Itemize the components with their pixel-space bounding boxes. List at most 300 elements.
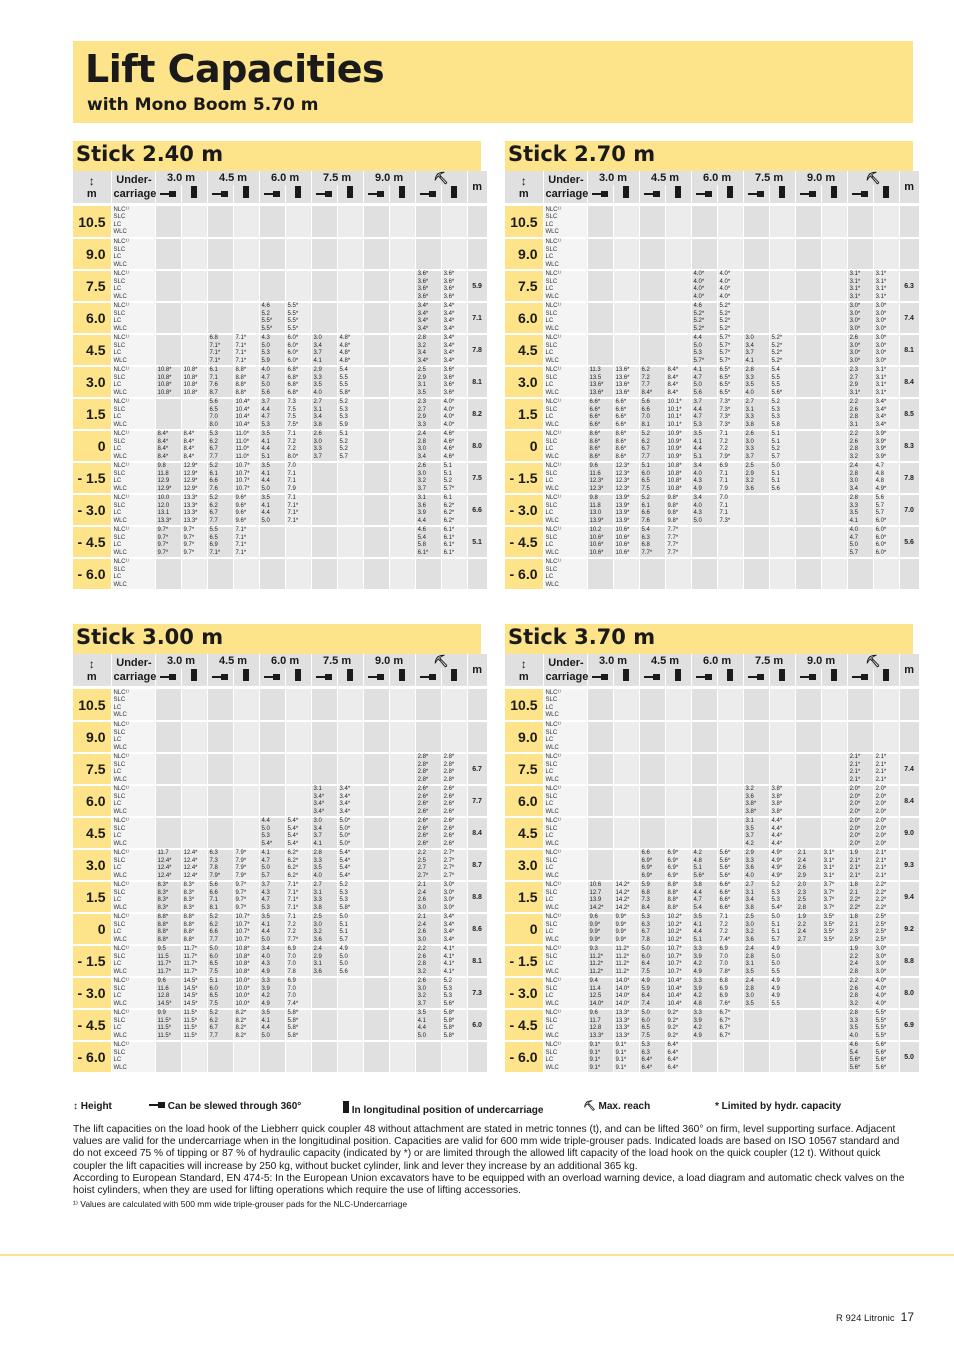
capacity-cell <box>389 206 415 238</box>
capacity-cell <box>821 366 847 398</box>
capacity-cell <box>613 817 639 849</box>
longitudinal-icon <box>883 186 889 198</box>
capacity-cell: 9.2* 9.2* 9.2* 9.2* <box>665 1009 691 1041</box>
capacity-cell <box>363 302 389 334</box>
capacity-cell <box>311 494 337 526</box>
capacity-cell <box>691 238 717 270</box>
capacity-cell <box>389 913 415 945</box>
capacity-cell <box>587 334 613 366</box>
capacity-cell: 5.7* 5.7* 5.7* 5.7* <box>717 334 743 366</box>
capacity-cell: 5.0 6.0 6.5 7.5 <box>639 1009 665 1041</box>
radius-header: 3.0 m <box>587 654 639 668</box>
undercarriage-classes: NLC¹⁾ SLC LC WLC <box>543 881 587 913</box>
slew-icon <box>264 190 280 198</box>
capacity-cell <box>639 238 665 270</box>
capacity-cell: 2.7* 2.7* 2.7* 2.7* <box>441 849 467 881</box>
capacity-cell <box>769 1009 795 1041</box>
height-label: 9.0 <box>505 721 543 753</box>
capacity-cell <box>587 689 613 721</box>
long-col-header <box>285 668 311 686</box>
height-label: 3.0 <box>73 366 111 398</box>
capacity-cell <box>389 558 415 590</box>
table-row <box>505 462 919 494</box>
slew-icon <box>852 673 868 681</box>
capacity-cell: 3.4* 3.4* 3.4* 3.4* <box>441 913 467 945</box>
table-row <box>73 462 487 494</box>
capacity-cell: 8.3* 8.3* 8.3* 8.3* <box>181 881 207 913</box>
capacity-cell <box>415 1041 441 1073</box>
capacity-cell <box>769 270 795 302</box>
capacity-cell: 9.6 11.6 12.8 14.5* <box>155 977 181 1009</box>
capacity-cell <box>233 206 259 238</box>
capacity-cell <box>821 785 847 817</box>
slew-col-header <box>363 185 389 203</box>
slew-icon <box>368 673 384 681</box>
undercarriage-classes: NLC¹⁾ SLC LC WLC <box>543 753 587 785</box>
capacity-cell: 3.6* 3.6* 3.6* 3.6* <box>441 270 467 302</box>
height-label: 0 <box>505 913 543 945</box>
height-label: 10.5 <box>73 689 111 721</box>
capacity-cell: 6.6* 6.6* 6.6* 6.6* <box>587 398 613 430</box>
capacity-cell <box>769 558 795 590</box>
legend-limited: * Limited by hydr. capacity <box>715 1101 842 1112</box>
undercarriage-classes: NLC¹⁾ SLC LC WLC <box>543 526 587 558</box>
undercarriage-classes: NLC¹⁾ SLC LC WLC <box>111 334 155 366</box>
capacity-cell <box>285 689 311 721</box>
capacity-cell <box>769 526 795 558</box>
capacity-cell: 2.6 3.0 3.2 3.7 <box>415 462 441 494</box>
table-row <box>505 334 919 366</box>
undercarriage-classes: NLC¹⁾ SLC LC WLC <box>111 1009 155 1041</box>
capacity-cell: 6.3 7.3 7.8 7.9* <box>207 849 233 881</box>
capacity-cell: 6.9 7.0 7.0 7.8 <box>285 945 311 977</box>
capacity-cell: 2.2 2.6 2.8 3.2 <box>415 945 441 977</box>
capacity-cell <box>821 302 847 334</box>
undercarriage-classes: NLC¹⁾ SLC LC WLC <box>111 398 155 430</box>
capacity-cell <box>821 977 847 1009</box>
height-label: - 4.5 <box>73 1009 111 1041</box>
undercarriage-classes: NLC¹⁾ SLC LC WLC <box>111 494 155 526</box>
capacity-cell <box>337 462 363 494</box>
reach-value <box>899 558 919 590</box>
height-label: - 1.5 <box>505 945 543 977</box>
capacity-cell <box>717 526 743 558</box>
capacity-cell: 8.3* 8.3* 8.3* 8.3* <box>155 881 181 913</box>
reach-value: 7.3 <box>467 977 487 1009</box>
capacity-cell: 4.0* 4.0* 4.0* 4.0* <box>441 398 467 430</box>
capacity-cell <box>207 238 233 270</box>
capacity-cell: 6.0* 6.0* 6.0* 6.0* <box>285 334 311 366</box>
capacity-cell <box>155 302 181 334</box>
capacity-cell <box>441 721 467 753</box>
capacity-cell: 5.2 6.1 6.6 7.6 <box>207 462 233 494</box>
capacity-cell <box>337 526 363 558</box>
height-label: 10.5 <box>73 206 111 238</box>
capacity-cell: 2.0* 2.0* 2.0* 2.0* <box>847 817 873 849</box>
reach-value <box>899 721 919 753</box>
long-col-header <box>613 668 639 686</box>
capacity-cell: 11.7 12.4* 12.4* 12.4* <box>155 849 181 881</box>
capacity-cell: 9.5 11.5 11.7* 11.7* <box>155 945 181 977</box>
undercarriage-classes: NLC¹⁾ SLC LC WLC <box>543 945 587 977</box>
reach-value <box>467 721 487 753</box>
capacity-cell: 4.4 5.0 5.3 5.4* <box>259 817 285 849</box>
slew-col-header <box>363 668 389 686</box>
height-label: - 6.0 <box>505 558 543 590</box>
radius-header: 9.0 m <box>363 171 415 185</box>
table-row <box>73 494 487 526</box>
reach-value: 8.8 <box>899 945 919 977</box>
capacity-cell <box>769 1041 795 1073</box>
height-label: - 3.0 <box>73 494 111 526</box>
reach-value <box>467 558 487 590</box>
capacity-cell: 6.1 7.1 7.6 8.7 <box>207 366 233 398</box>
longitudinal-icon <box>243 669 249 681</box>
capacity-cell: 5.0* 5.0* 5.0* 5.0* <box>337 817 363 849</box>
capacity-cell: 5.2 6.2 6.7 7.7 <box>207 1009 233 1041</box>
slew-icon <box>800 190 816 198</box>
slew-icon <box>800 673 816 681</box>
table-row <box>505 1009 919 1041</box>
table-row <box>505 430 919 462</box>
capacity-cell: 2.0 2.3 2.5 2.8 <box>795 881 821 913</box>
capacity-cell: 4.9 4.9 4.9 5.5 <box>769 977 795 1009</box>
reach-value: 9.2 <box>899 913 919 945</box>
table-row <box>505 238 919 270</box>
height-label: 3.0 <box>73 849 111 881</box>
longitudinal-icon <box>347 669 353 681</box>
capacity-cell <box>181 817 207 849</box>
capacity-cell: 9.7* 9.7* 9.7* 9.7* <box>181 526 207 558</box>
notes <box>73 1124 913 1210</box>
capacity-cell: 3.0* 3.0* 3.0* 3.0* <box>873 945 899 977</box>
undercarriage-classes: NLC¹⁾ SLC LC WLC <box>111 849 155 881</box>
capacity-cell <box>389 849 415 881</box>
capacity-cell: 3.5 4.1 4.4 5.0 <box>415 1009 441 1041</box>
capacity-cell: 1.9 2.2 2.4 2.8 <box>847 945 873 977</box>
capacity-cell: 5.0 6.0 6.4 7.5 <box>639 945 665 977</box>
capacity-cell: 3.7 4.4 4.7 5.3 <box>259 398 285 430</box>
capacity-cell <box>389 977 415 1009</box>
table-row <box>505 558 919 590</box>
capacity-cell <box>821 398 847 430</box>
capacity-cell <box>285 526 311 558</box>
capacity-cell <box>337 1041 363 1073</box>
table-row <box>73 398 487 430</box>
undercarriage-classes: NLC¹⁾ SLC LC WLC <box>543 462 587 494</box>
reach-value: 6.3 <box>899 270 919 302</box>
capacity-cell: 10.2* 10.2* 10.2* 10.2* <box>665 913 691 945</box>
undercarriage-classes: NLC¹⁾ SLC LC WLC <box>111 302 155 334</box>
capacity-cell <box>587 270 613 302</box>
undercarriage-classes: NLC¹⁾ SLC LC WLC <box>543 785 587 817</box>
capacity-cell <box>795 689 821 721</box>
capacity-cell: 2.2 2.6 2.8 3.2 <box>847 977 873 1009</box>
height-label: - 4.5 <box>73 526 111 558</box>
table-row <box>73 430 487 462</box>
panel-stick-3-00 <box>73 624 481 1074</box>
long-col-header <box>233 668 259 686</box>
capacity-cell: 9.6* 9.6* 9.6* 9.6* <box>233 494 259 526</box>
capacity-cell: 3.3 3.9 4.2 4.9 <box>259 977 285 1009</box>
capacity-cell <box>795 1041 821 1073</box>
capacity-cell: 8.8* 8.8* 8.8* 8.8* <box>155 913 181 945</box>
capacity-cell: 14.5* 14.5* 14.5* 14.5* <box>181 977 207 1009</box>
capacity-cell: 6.6* 6.6* 6.6* 6.6* <box>717 881 743 913</box>
note-2: According to European Standard, EN 474-5: In the European Union excavators have to be equipped with an overload warning device, a load diagram and automatic check valves on the hoist cylinders, when they are used for lifting operations which require the use of lifting accessories. <box>73 1172 905 1197</box>
capacity-cell <box>259 753 285 785</box>
slew-icon <box>420 673 436 681</box>
undercarriage-classes: NLC¹⁾ SLC LC WLC <box>543 270 587 302</box>
capacity-cell <box>769 206 795 238</box>
capacity-cell <box>795 1009 821 1041</box>
height-header: ↕ m <box>73 654 111 686</box>
long-col-header <box>769 185 795 203</box>
undercarriage-classes: NLC¹⁾ SLC LC WLC <box>111 238 155 270</box>
capacity-cell <box>743 302 769 334</box>
capacity-cell <box>155 817 181 849</box>
undercarriage-header: Under- carriage <box>543 654 587 686</box>
table-row <box>73 945 487 977</box>
capacity-cell: 2.5 3.0 3.2 3.6 <box>311 913 337 945</box>
capacity-cell: 3.5 4.1 4.4 5.1 <box>691 430 717 462</box>
undercarriage-classes: NLC¹⁾ SLC LC WLC <box>111 881 155 913</box>
capacity-cell <box>691 721 717 753</box>
capacity-cell: 5.2 6.2 6.6 7.7 <box>207 913 233 945</box>
height-icon: ↕ <box>520 174 527 188</box>
long-col-header <box>821 668 847 686</box>
capacity-cell: 5.2 6.2 6.7 7.7 <box>207 494 233 526</box>
capacity-cell <box>795 721 821 753</box>
capacity-cell: 3.1 3.4* 3.4* 3.4* <box>311 785 337 817</box>
capacity-cell <box>207 558 233 590</box>
long-col-header <box>389 185 415 203</box>
slew-col-header <box>587 185 613 203</box>
height-label: - 6.0 <box>73 1041 111 1073</box>
height-label: 1.5 <box>505 398 543 430</box>
slew-col-header <box>691 185 717 203</box>
longitudinal-icon <box>347 186 353 198</box>
capacity-cell: 6.9* 6.9* 6.9* 6.9* <box>665 849 691 881</box>
capacity-cell: 10.4* 10.4* 10.4* 10.4* <box>233 398 259 430</box>
capacity-cell: 4.3 5.0 5.3 5.9 <box>259 334 285 366</box>
capacity-cell <box>233 270 259 302</box>
capacity-cell <box>155 398 181 430</box>
radius-header: 4.5 m <box>207 171 259 185</box>
height-label: - 4.5 <box>505 526 543 558</box>
capacity-cell <box>821 753 847 785</box>
capacity-cell: 10.2 10.6* 10.6* 10.6* <box>587 526 613 558</box>
capacity-cell <box>769 689 795 721</box>
undercarriage-classes: NLC¹⁾ SLC LC WLC <box>543 238 587 270</box>
capacity-cell <box>363 849 389 881</box>
capacity-cell: 3.5 4.1 4.4 5.1 <box>259 430 285 462</box>
capacity-cell <box>639 689 665 721</box>
capacity-cell <box>847 689 873 721</box>
table-row <box>73 785 487 817</box>
height-label: - 3.0 <box>505 977 543 1009</box>
capacity-cell <box>389 785 415 817</box>
capacity-cell <box>691 1041 717 1073</box>
capacity-cell: 5.0 6.0 6.5 7.5 <box>207 945 233 977</box>
capacity-cell <box>587 817 613 849</box>
reach-value: 8.4 <box>899 366 919 398</box>
capacity-cell: 7.1* 7.1* 7.1* 7.1* <box>233 526 259 558</box>
capacity-cell <box>847 558 873 590</box>
capacity-cell <box>363 558 389 590</box>
longitudinal-icon <box>295 669 301 681</box>
capacity-cell: 7.1* 7.1* 7.1* 7.1* <box>233 334 259 366</box>
capacity-cell: 3.7 4.3 4.7 5.3 <box>259 881 285 913</box>
height-label: 1.5 <box>73 398 111 430</box>
capacity-cell: 3.5 4.1 4.4 5.1 <box>691 913 717 945</box>
capacity-cell: 11.7* 11.7* 11.7* 11.7* <box>181 945 207 977</box>
capacity-cell: 5.6* 5.6* 5.6* 5.6* <box>873 1041 899 1073</box>
capacity-cell: 3.5* 3.5* 3.5* 3.5* <box>821 913 847 945</box>
table-row <box>73 366 487 398</box>
height-label: 9.0 <box>73 238 111 270</box>
undercarriage-classes: NLC¹⁾ SLC LC WLC <box>111 270 155 302</box>
capacity-cell <box>795 270 821 302</box>
capacity-cell: 2.6 3.0 3.3 3.7 <box>743 430 769 462</box>
long-col-header <box>233 185 259 203</box>
capacity-cell: 2.1 2.4 2.6 3.0 <box>415 881 441 913</box>
capacity-cell: 2.8 3.3 3.5 4.1 <box>847 494 873 526</box>
capacity-cell: 4.6* 4.6* 4.6* 4.6* <box>441 430 467 462</box>
capacity-cell: 9.6 11.6 12.3* 12.3* <box>587 462 613 494</box>
long-col-header <box>665 668 691 686</box>
capacity-cell: 10.1* 10.1* 10.1* 10.1* <box>665 398 691 430</box>
undercarriage-classes: NLC¹⁾ SLC LC WLC <box>111 558 155 590</box>
capacity-cell: 5.1 5.1 5.2 5.7 <box>769 430 795 462</box>
capacity-cell <box>363 494 389 526</box>
longitudinal-icon <box>295 186 301 198</box>
slew-icon <box>316 190 332 198</box>
radius-header: 7.5 m <box>311 654 363 668</box>
capacity-cell <box>639 270 665 302</box>
capacity-cell <box>207 753 233 785</box>
height-label: - 6.0 <box>73 558 111 590</box>
reach-value: 8.7 <box>467 849 487 881</box>
capacity-cell: 6.6 6.9* 6.9* 6.9* <box>639 849 665 881</box>
capacity-cell: 5.2* 5.2* 5.2* 5.2* <box>769 334 795 366</box>
capacity-cell <box>363 881 389 913</box>
reach-header <box>415 654 467 668</box>
capacity-cell: 5.3 6.2 6.7 7.7 <box>207 430 233 462</box>
slew-col-header <box>415 668 441 686</box>
capacity-cell: 3.9* 3.9* 3.9* 3.9* <box>873 430 899 462</box>
longitudinal-icon <box>451 186 457 198</box>
long-col-header <box>389 668 415 686</box>
undercarriage-classes: NLC¹⁾ SLC LC WLC <box>111 689 155 721</box>
height-label: 1.5 <box>505 881 543 913</box>
capacity-cell: 2.3 2.7 2.9 3.3 <box>415 398 441 430</box>
capacity-cell: 3.5 4.1 4.4 5.0 <box>259 494 285 526</box>
radius-header: 4.5 m <box>639 654 691 668</box>
table-row <box>505 366 919 398</box>
capacity-cell <box>181 721 207 753</box>
capacity-cell: 3.0 3.4 3.7 4.1 <box>311 817 337 849</box>
capacity-cell <box>363 753 389 785</box>
excavator-icon: ⛏ <box>433 171 449 185</box>
radius-header: 6.0 m <box>259 171 311 185</box>
reach-value: 8.4 <box>899 785 919 817</box>
capacity-cell: 5.2 5.3 5.3 5.8* <box>337 881 363 913</box>
reach-value: 5.0 <box>899 1041 919 1073</box>
capacity-cell <box>441 206 467 238</box>
capacity-cell <box>795 753 821 785</box>
reach-value: 8.0 <box>467 430 487 462</box>
height-label: - 6.0 <box>505 1041 543 1073</box>
table-row <box>505 977 919 1009</box>
capacity-cell: 2.6* 2.6* 2.6* 2.6* <box>415 785 441 817</box>
capacity-cell <box>311 302 337 334</box>
slew-icon <box>852 190 868 198</box>
capacity-cell: 2.7 3.1 3.4 3.8 <box>743 881 769 913</box>
title-banner <box>73 41 913 123</box>
table-row <box>73 1041 487 1073</box>
capacity-cell: 3.4* 3.4* 3.4* 3.4* <box>873 398 899 430</box>
capacity-cell <box>181 334 207 366</box>
capacity-cell <box>873 558 899 590</box>
capacity-cell: 12.4* 12.4* 12.4* 12.4* <box>181 849 207 881</box>
undercarriage-classes: NLC¹⁾ SLC LC WLC <box>543 1009 587 1041</box>
slew-col-header <box>639 668 665 686</box>
longitudinal-icon <box>675 186 681 198</box>
capacity-cell <box>389 1009 415 1041</box>
slew-col-header <box>847 668 873 686</box>
long-col-header <box>873 185 899 203</box>
slew-col-header <box>155 668 181 686</box>
capacity-cell: 5.4* 5.4* 5.4* 5.4* <box>337 849 363 881</box>
height-label: - 4.5 <box>505 1009 543 1041</box>
capacity-cell <box>363 270 389 302</box>
capacity-cell <box>285 270 311 302</box>
capacity-cell <box>337 977 363 1009</box>
slew-col-header <box>587 668 613 686</box>
slew-icon <box>149 1101 165 1109</box>
capacity-cell: 10.7* 10.7* 10.7* 10.7* <box>233 462 259 494</box>
capacity-cell <box>795 945 821 977</box>
radius-header: 9.0 m <box>795 654 847 668</box>
capacity-cell: 9.7* 9.7* 9.7* 9.7* <box>233 881 259 913</box>
capacity-cell: 10.0 12.0 13.1 13.3* <box>155 494 181 526</box>
capacity-cell: 3.4* 3.4* 3.4* 3.4* <box>337 785 363 817</box>
long-col-header <box>873 668 899 686</box>
capacity-cell <box>847 206 873 238</box>
capacity-cell <box>795 785 821 817</box>
table-row <box>73 302 487 334</box>
slew-icon <box>264 673 280 681</box>
capacity-cell: 9.3 11.2* 11.2* 11.2* <box>587 945 613 977</box>
undercarriage-classes: NLC¹⁾ SLC LC WLC <box>543 430 587 462</box>
capacity-cell: 7.0 7.1 7.1 7.9 <box>285 462 311 494</box>
capacity-cell <box>873 206 899 238</box>
capacity-cell <box>717 206 743 238</box>
capacity-cell: 4.6 5.4 5.8 6.1* <box>415 526 441 558</box>
longitudinal-icon <box>399 669 405 681</box>
capacity-cell <box>743 494 769 526</box>
capacity-cell <box>389 721 415 753</box>
height-label: 9.0 <box>73 721 111 753</box>
table-row <box>505 785 919 817</box>
capacity-cell <box>639 785 665 817</box>
capacity-cell: 5.5* 5.5* 5.5* 5.5* <box>285 302 311 334</box>
height-label: - 1.5 <box>73 462 111 494</box>
reach-unit-header: m <box>899 171 919 203</box>
capacity-cell <box>285 238 311 270</box>
capacity-cell: 4.4 5.0 5.3 5.7* <box>691 334 717 366</box>
